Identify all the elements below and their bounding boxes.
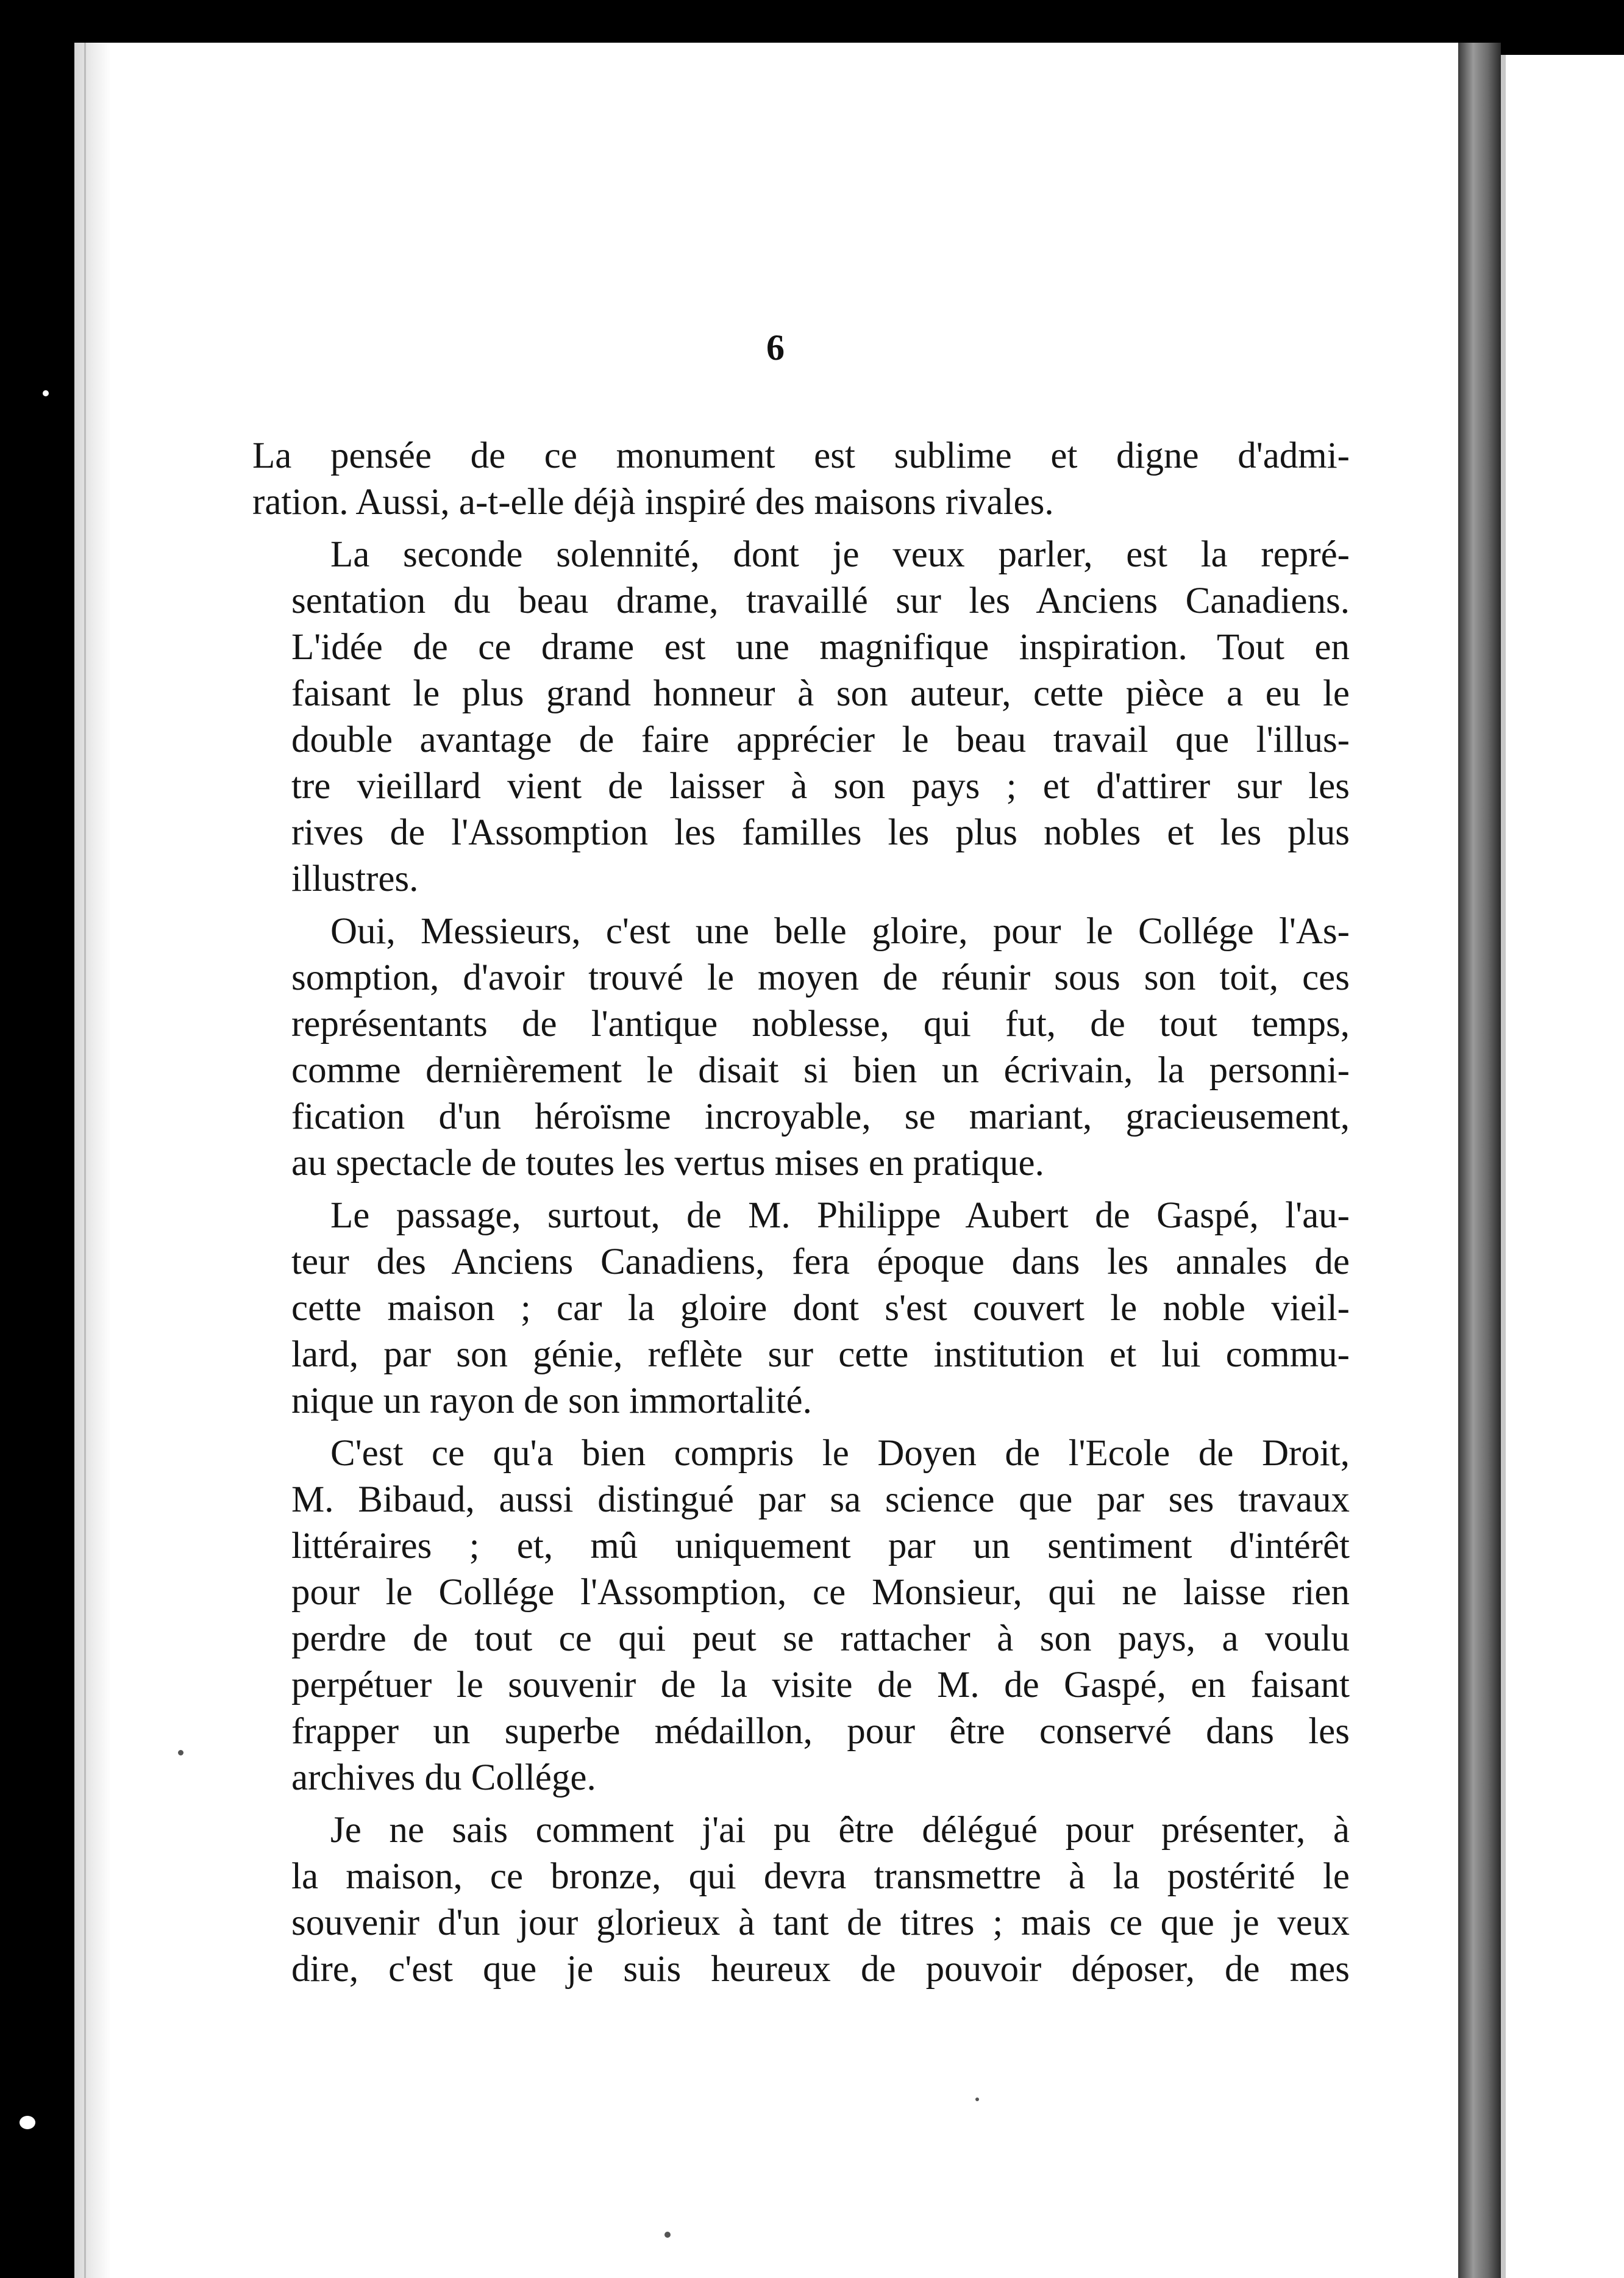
page-left-shadow — [74, 43, 111, 2278]
text-line: cette maison ; car la gloire dont s'est couvert le noble vieil- — [291, 1288, 1350, 1329]
paragraph-1 — [252, 433, 1350, 526]
text-line: au spectacle de toutes les vertus mises en pratique. — [291, 1143, 1044, 1184]
paragraph-6 — [252, 1807, 1350, 1993]
text-line: double avantage de faire apprécier le beau travail que l'illus- — [291, 719, 1350, 760]
text-line: comme dernièrement le disait si bien un écrivain, la personni- — [291, 1050, 1350, 1091]
text-line: fication d'un héroïsme incroyable, se mariant, gracieusement, — [291, 1096, 1350, 1137]
paragraph-4 — [252, 1193, 1350, 1424]
text-line: perdre de tout ce qui peut se rattacher à son pays, a voulu — [291, 1618, 1350, 1659]
text-line: Oui, Messieurs, c'est une belle gloire, pour le Collége l'As- — [330, 911, 1350, 952]
text-line: M. Bibaud, aussi distingué par sa science que par ses travaux — [291, 1479, 1350, 1520]
dust-speck — [664, 2232, 671, 2238]
text-line: nique un rayon de son immortalité. — [291, 1380, 812, 1421]
text-line: ration. Aussi, a-t-elle déjà inspiré des maisons rivales. — [252, 482, 1054, 523]
text-line: teur des Anciens Canadiens, fera époque dans les annales de — [291, 1241, 1350, 1282]
text-line: Je ne sais comment j'ai pu être délégué pour présenter, à — [330, 1810, 1350, 1851]
dust-speck — [43, 390, 49, 396]
text-line: somption, d'avoir trouvé le moyen de réunir sous son toit, ces — [291, 957, 1350, 998]
text-line: représentants de l'antique noblesse, qui fut, de tout temps, — [291, 1004, 1350, 1044]
dust-speck — [178, 1750, 183, 1755]
text-line: lard, par son génie, reflète sur cette institution et lui commu- — [291, 1334, 1350, 1375]
text-line: frapper un superbe médaillon, pour être conservé dans les — [291, 1711, 1350, 1752]
text-line: La seconde solennité, dont je veux parler, est la repré- — [330, 534, 1350, 575]
text-line: Le passage, surtout, de M. Philippe Aubert de Gaspé, l'au- — [330, 1195, 1350, 1236]
text-line: tre vieillard vient de laisser à son pays ; et d'attirer sur les — [291, 766, 1350, 807]
dust-speck — [975, 2098, 979, 2101]
text-line: souvenir d'un jour glorieux à tant de titres ; mais ce que je veux — [291, 1902, 1350, 1943]
text-line: archives du Collége. — [291, 1757, 596, 1798]
page-edge-line — [84, 43, 86, 2278]
text-line: perpétuer le souvenir de la visite de M. de Gaspé, en faisant — [291, 1665, 1350, 1705]
text-line: C'est ce qu'a bien compris le Doyen de l'Ecole de Droit, — [330, 1433, 1350, 1474]
text-line: L'idée de ce drame est une magnifique inspiration. Tout en — [291, 627, 1350, 668]
text-line: illustres. — [291, 859, 419, 899]
text-line: littéraires ; et, mû uniquement par un sentiment d'intérêt — [291, 1526, 1350, 1566]
adjacent-page-edge — [1501, 55, 1506, 2278]
text-line: sentation du beau drame, travaillé sur les Anciens Canadiens. — [291, 580, 1350, 621]
text-line: rives de l'Assomption les familles les plus nobles et les plus — [291, 812, 1350, 853]
paragraph-2 — [252, 532, 1350, 902]
text-line: dire, c'est que je suis heureux de pouvoir déposer, de mes — [291, 1949, 1350, 1990]
text-line: faisant le plus grand honneur à son auteur, cette pièce a eu le — [291, 673, 1350, 714]
scan-border-top — [0, 0, 1624, 43]
adjacent-page — [1501, 55, 1624, 2278]
paragraph-5 — [252, 1430, 1350, 1801]
dust-speck — [20, 2116, 35, 2129]
text-line: La pensée de ce monument est sublime et digne d'admi- — [252, 435, 1350, 476]
body-text — [252, 433, 1350, 1999]
text-line: la maison, ce bronze, qui devra transmettre à la postérité le — [291, 1856, 1350, 1897]
book-page — [74, 43, 1458, 2278]
book-spine-shadow — [1458, 43, 1501, 2278]
paragraph-3 — [252, 909, 1350, 1187]
text-line: pour le Collége l'Assomption, ce Monsieur, qui ne laisse rien — [291, 1572, 1350, 1613]
page-number: 6 — [766, 327, 785, 368]
